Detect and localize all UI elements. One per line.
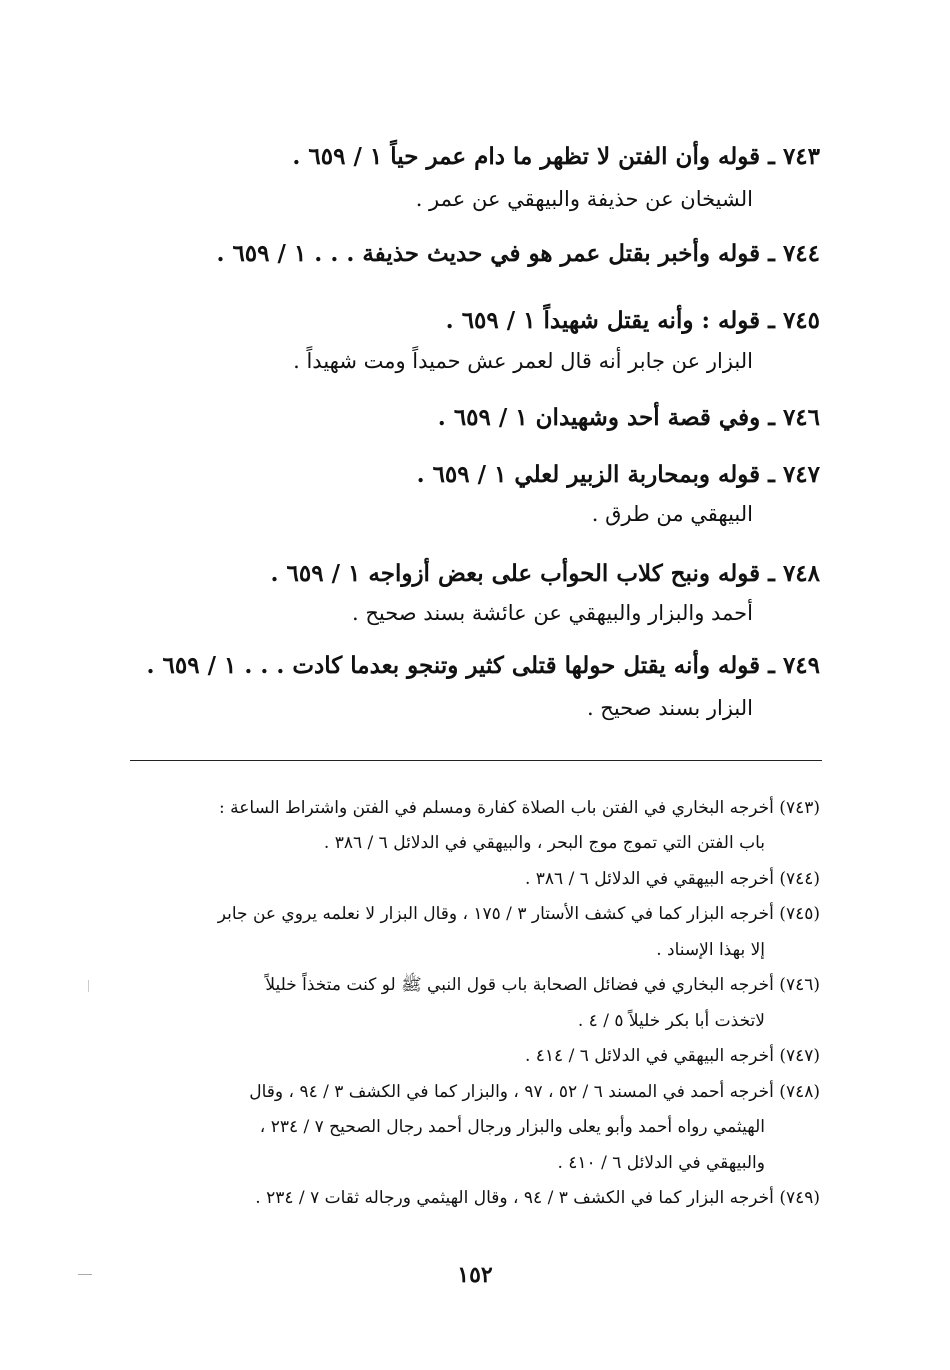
page-number: ١٥٢ bbox=[457, 1262, 493, 1288]
footnote-745-line-1: (٧٤٥) أخرجه البزار كما في كشف الأستار ٣ / ١٧٥ ، وقال البزار لا نعلمه يروي عن جابر bbox=[217, 904, 820, 924]
footnote-743-line-2: باب الفتن التي تموج موج البحر ، والبيهقي في الدلائل ٦ / ٣٨٦ . bbox=[323, 833, 765, 853]
entry-heading-749: ٧٤٩ ـ قوله وأنه يقتل حولها قتلى كثير وتنجو بعدما كادت . . . ١ / ٦٥٩ . bbox=[146, 652, 820, 679]
entry-heading-747: ٧٤٧ ـ قوله وبمحاربة الزبير لعلي ١ / ٦٥٩ . bbox=[416, 461, 820, 488]
footnote-749-line-1: (٧٤٩) أخرجه البزار كما في الكشف ٣ / ٩٤ ، وقال الهيثمي ورجاله ثقات ٧ / ٢٣٤ . bbox=[255, 1188, 820, 1208]
entry-heading-745: ٧٤٥ ـ قوله : وأنه يقتل شهيداً ١ / ٦٥٩ . bbox=[445, 307, 820, 334]
footnote-744-line-1: (٧٤٤) أخرجه البيهقي في الدلائل ٦ / ٣٨٦ . bbox=[524, 869, 820, 889]
footnote-748-line-1: (٧٤٨) أخرجه أحمد في المسند ٦ / ٥٢ ، ٩٧ ، والبزار كما في الكشف ٣ / ٩٤ ، وقال bbox=[249, 1082, 820, 1102]
entry-heading-744: ٧٤٤ ـ قوله وأخبر بقتل عمر هو في حديث حذيفة . . . ١ / ٦٥٩ . bbox=[216, 240, 820, 267]
entry-source-747: البيهقي من طرق . bbox=[591, 502, 753, 526]
entry-heading-746: ٧٤٦ ـ وفي قصة أحد وشهيدان ١ / ٦٥٩ . bbox=[437, 404, 820, 431]
scan-mark bbox=[88, 980, 90, 992]
footnote-747-line-1: (٧٤٧) أخرجه البيهقي في الدلائل ٦ / ٤١٤ . bbox=[524, 1046, 820, 1066]
footnote-748-line-3: والبيهقي في الدلائل ٦ / ٤١٠ . bbox=[557, 1153, 765, 1173]
entry-source-748: أحمد والبزار والبيهقي عن عائشة بسند صحيح . bbox=[351, 601, 753, 625]
footnote-745-line-2: إلا بهذا الإسناد . bbox=[656, 940, 765, 960]
entry-heading-743: ٧٤٣ ـ قوله وأن الفتن لا تظهر ما دام عمر حياً ١ / ٦٥٩ . bbox=[292, 143, 820, 170]
footnote-743-line-1: (٧٤٣) أخرجه البخاري في الفتن باب الصلاة كفارة ومسلم في الفتن واشتراط الساعة : bbox=[219, 798, 820, 818]
entry-heading-748: ٧٤٨ ـ قوله ونبح كلاب الحوأب على بعض أزواجه ١ / ٦٥٩ . bbox=[270, 560, 820, 587]
footnote-separator bbox=[130, 760, 822, 761]
entry-source-745: البزار عن جابر أنه قال لعمر عش حميداً ومت شهيداً . bbox=[293, 349, 753, 373]
footnote-748-line-2: الهيثمي رواه أحمد وأبو يعلى والبزار ورجال أحمد رجال الصحيح ٧ / ٢٣٤ ، bbox=[259, 1117, 765, 1137]
entry-source-743: الشيخان عن حذيفة والبيهقي عن عمر . bbox=[415, 187, 753, 211]
scan-mark bbox=[78, 1274, 92, 1275]
entry-source-749: البزار بسند صحيح . bbox=[586, 696, 753, 720]
footnote-746-line-1: (٧٤٦) أخرجه البخاري في فضائل الصحابة باب قول النبي ﷺ لو كنت متخذاً خليلاً bbox=[265, 975, 820, 995]
footnote-746-line-2: لاتخذت أبا بكر خليلاً ٥ / ٤ . bbox=[577, 1011, 765, 1031]
